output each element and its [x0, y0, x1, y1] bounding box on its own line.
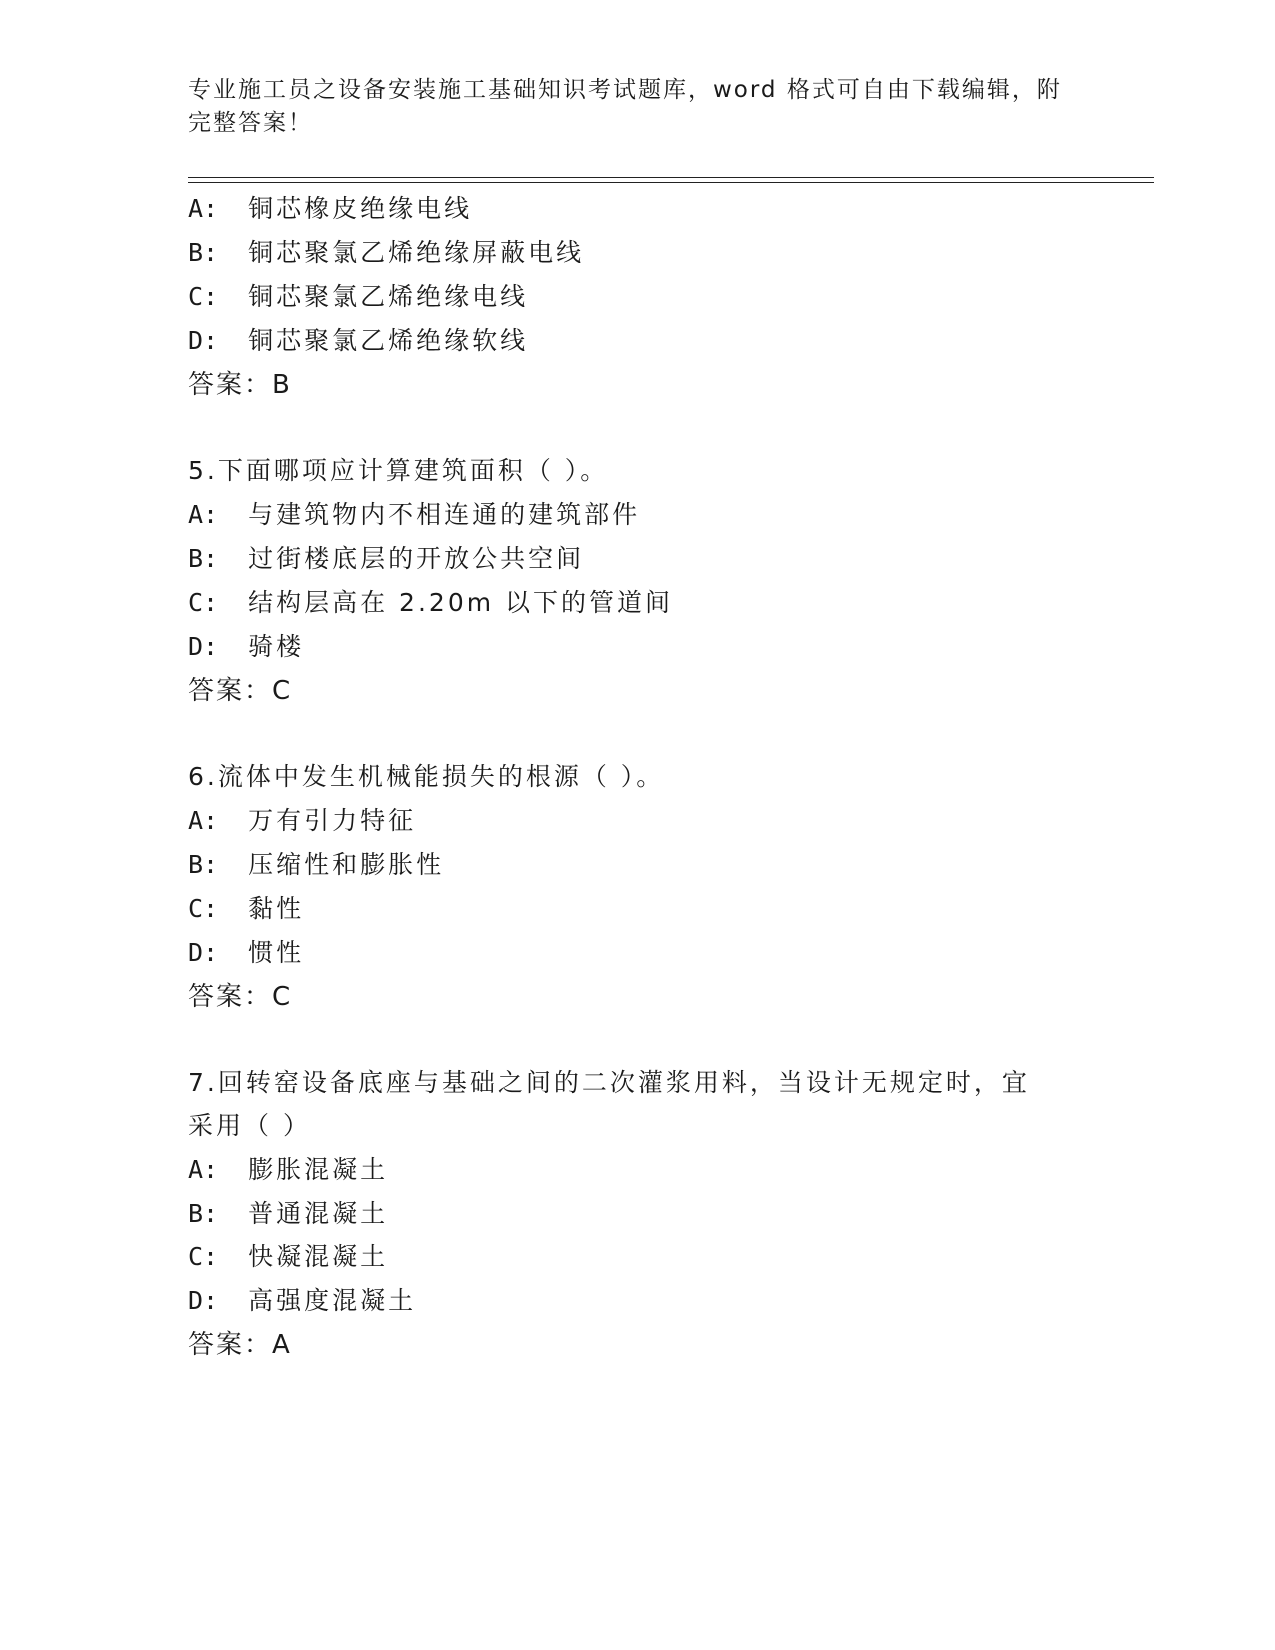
- q5-option-c: C: 结构层高在 2.20m 以下的管道间: [188, 588, 674, 617]
- q7-option-b: B: 普通混凝土: [188, 1199, 389, 1228]
- q6-option-a-text: 万有引力特征: [248, 806, 417, 835]
- q7-question-line2: 采用（ ）: [188, 1111, 311, 1140]
- q5-option-a-text: 与建筑物内不相连通的建筑部件: [248, 500, 641, 529]
- q5-option-a: A: 与建筑物内不相连通的建筑部件: [188, 500, 641, 529]
- q6-option-b-text: 压缩性和膨胀性: [248, 850, 445, 879]
- q7-option-d-text: 高强度混凝土: [248, 1286, 417, 1315]
- q4-option-a-text: 铜芯橡皮绝缘电线: [248, 194, 473, 223]
- q4-option-d-text: 铜芯聚氯乙烯绝缘软线: [248, 326, 529, 355]
- q6-option-d-text: 惯性: [248, 938, 305, 967]
- q4-option-c: C: 铜芯聚氯乙烯绝缘电线: [188, 282, 529, 311]
- q5-option-c-text: 结构层高在 2.20m 以下的管道间: [248, 588, 674, 617]
- q6-answer: 答案：C: [188, 982, 293, 1012]
- q6-option-a: A: 万有引力特征: [188, 806, 417, 835]
- header-divider-bottom: [188, 182, 1154, 183]
- q5-option-d: D: 骑楼: [188, 632, 305, 661]
- q7-option-c: C: 快凝混凝土: [188, 1242, 389, 1271]
- q6-option-d: D: 惯性: [188, 938, 305, 967]
- q5-option-d-text: 骑楼: [248, 632, 305, 661]
- q7-option-a-text: 膨胀混凝土: [248, 1155, 389, 1184]
- q4-answer: 答案：B: [188, 370, 292, 400]
- q7-answer: 答案：A: [188, 1330, 292, 1360]
- q5-option-b-text: 过街楼底层的开放公共空间: [248, 544, 585, 573]
- q6-question: 6.流体中发生机械能损失的根源（ ）。: [188, 762, 665, 791]
- q7-option-d: D: 高强度混凝土: [188, 1286, 417, 1315]
- q5-question: 5.下面哪项应计算建筑面积（ ）。: [188, 456, 609, 485]
- q6-option-b: B: 压缩性和膨胀性: [188, 850, 445, 879]
- q4-option-b: B: 铜芯聚氯乙烯绝缘屏蔽电线: [188, 238, 585, 267]
- q7-option-c-text: 快凝混凝土: [248, 1242, 389, 1271]
- header-divider-top: [188, 177, 1154, 178]
- q6-option-c-text: 黏性: [248, 894, 305, 923]
- q5-answer: 答案：C: [188, 676, 293, 706]
- q7-option-a: A: 膨胀混凝土: [188, 1155, 389, 1184]
- document-header: 专业施工员之设备安装施工基础知识考试题库，word 格式可自由下载编辑，附完整答案！: [188, 77, 1062, 136]
- q4-option-c-text: 铜芯聚氯乙烯绝缘电线: [248, 282, 529, 311]
- q4-option-d: D: 铜芯聚氯乙烯绝缘软线: [188, 326, 529, 355]
- q7-question-line1: 7.回转窑设备底座与基础之间的二次灌浆用料，当设计无规定时，宜: [188, 1068, 1030, 1097]
- q6-option-c: C: 黏性: [188, 894, 305, 923]
- q4-option-b-text: 铜芯聚氯乙烯绝缘屏蔽电线: [248, 238, 585, 267]
- q4-option-a: A: 铜芯橡皮绝缘电线: [188, 194, 473, 223]
- q7-option-b-text: 普通混凝土: [248, 1199, 389, 1228]
- q5-option-b: B: 过街楼底层的开放公共空间: [188, 544, 585, 573]
